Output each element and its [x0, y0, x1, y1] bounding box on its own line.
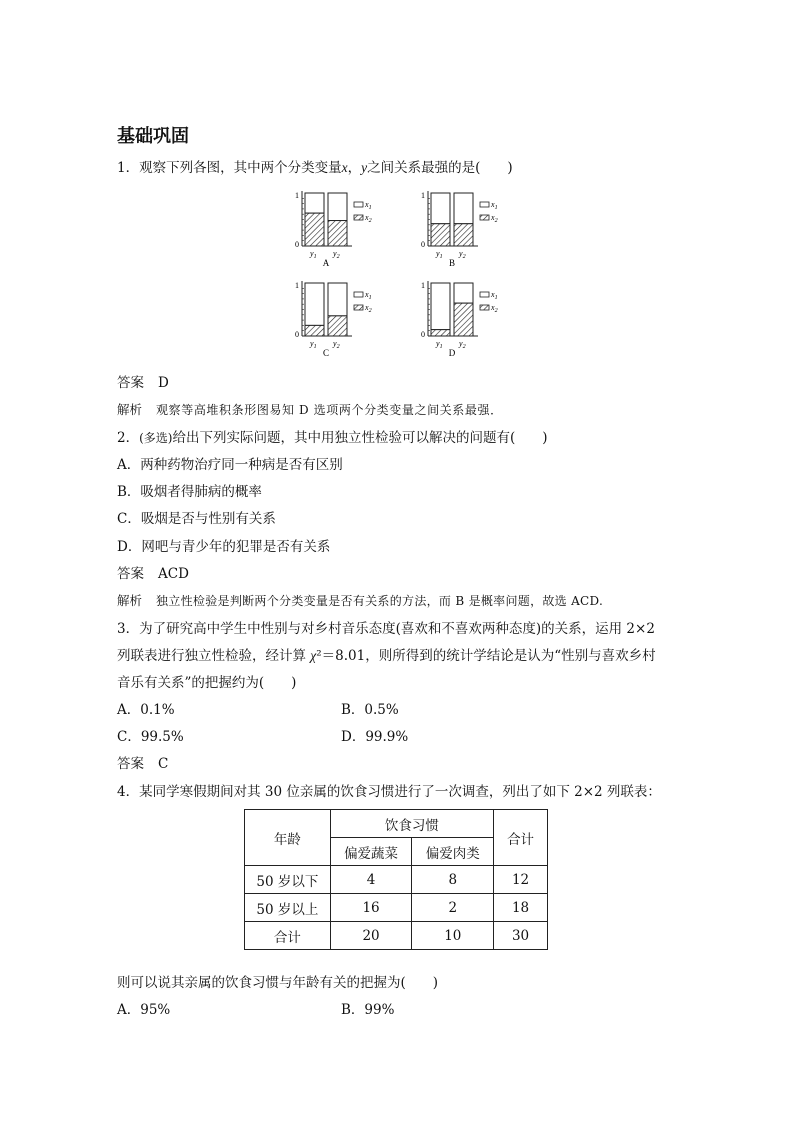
q2-answer	[117, 565, 189, 583]
legend-swatch-x2	[354, 305, 363, 310]
chart-option-label: D	[448, 348, 456, 358]
chart-option-label: B	[448, 258, 456, 268]
question-number: 1．	[117, 160, 140, 176]
category-label: $y_2$	[333, 249, 340, 260]
question-3-line-2	[117, 647, 656, 665]
category-label: $y_1$	[436, 339, 443, 350]
axis-label-top: 1	[421, 281, 425, 290]
q2-explanation	[117, 592, 603, 610]
axis-label-bottom: 0	[295, 330, 299, 339]
category-label: $y_1$	[310, 249, 317, 260]
legend-swatch-x2	[480, 215, 489, 220]
bar-segment-x2	[454, 303, 473, 336]
option-c: C．吸烟是否与性别有关系	[117, 511, 276, 527]
bar-segment-x2	[305, 213, 324, 246]
bar-segment-x2	[431, 330, 450, 336]
question-text: 观察下列各图，其中两个分类变量	[139, 160, 342, 176]
bar-segment-x1	[431, 193, 450, 224]
legend-swatch-x2	[354, 215, 363, 220]
legend-swatch-x1	[354, 202, 363, 207]
axis-label-top: 1	[295, 281, 299, 290]
legend-label: $x_1$	[365, 200, 372, 211]
row-label: 50 岁以上	[245, 894, 331, 922]
q1-explanation	[117, 401, 503, 419]
question-3-line-1	[117, 620, 655, 638]
answer-value: C	[158, 756, 169, 772]
legend-label: $x_1$	[365, 290, 372, 301]
contingency-table	[244, 809, 548, 950]
bar-segment-x1	[454, 283, 473, 303]
explanation-text: 独立性检验是判断两个分类变量是否有关系的方法，而 B 是概率问题，故选 ACD.	[156, 594, 604, 608]
table-cell: 2	[412, 894, 494, 922]
option-b: B．99%	[341, 1002, 395, 1018]
axis-label-bottom: 0	[421, 330, 425, 339]
q1-answer	[117, 374, 169, 392]
option-b: B．0.5%	[341, 702, 399, 718]
legend-label: $x_2$	[491, 213, 498, 224]
legend-label: $x_1$	[491, 200, 498, 211]
table-cell: 18	[494, 894, 548, 922]
legend-swatch-x1	[480, 202, 489, 207]
axis-label-bottom: 0	[295, 240, 299, 249]
bar-segment-x1	[328, 283, 347, 316]
option-a: A．95%	[117, 1002, 171, 1018]
legend-swatch-x1	[480, 292, 489, 297]
table-row	[245, 866, 548, 894]
bar-segment-x1	[328, 193, 347, 221]
subheader-vegetables: 偏爱蔬菜	[330, 838, 412, 866]
table-cell: 4	[330, 866, 412, 894]
axis-label-top: 1	[295, 191, 299, 200]
explanation-label: 解析	[117, 593, 143, 608]
subheader-meat: 偏爱肉类	[412, 838, 494, 866]
table-cell: 12	[494, 866, 548, 894]
category-label: $y_2$	[333, 339, 340, 350]
table-row	[245, 894, 548, 922]
axis-label-bottom: 0	[421, 240, 425, 249]
option-a: A．两种药物治疗同一种病是否有区别	[117, 457, 343, 473]
stacked-bar-charts-figure	[280, 185, 520, 365]
header-total: 合计	[494, 810, 548, 866]
bar-segment-x1	[454, 193, 473, 224]
legend-label: $x_2$	[491, 303, 498, 314]
question-number: 4．	[117, 784, 140, 800]
question-text: 列联表进行独立性检验，经计算	[117, 648, 311, 664]
comma: ，	[347, 160, 362, 176]
question-text: 为了研究高中学生中性别与对乡村音乐态度(喜欢和不喜欢两种态度)的关系，运用 2×2	[139, 621, 655, 637]
table-cell: 30	[494, 922, 548, 950]
question-2-stem	[117, 429, 548, 447]
multi-select-tag: (多选)	[139, 431, 173, 445]
explanation-label: 解析	[117, 402, 143, 417]
option-b: B．吸烟者得肺病的概率	[117, 484, 262, 500]
bar-segment-x1	[305, 193, 324, 213]
bar-segment-x2	[305, 325, 324, 336]
chart-option-label: A	[322, 258, 330, 268]
question-1-stem	[117, 159, 513, 177]
variable-x: x	[341, 160, 348, 175]
option-d: D．99.9%	[341, 729, 409, 745]
bar-segment-x2	[328, 316, 347, 336]
table-cell: 16	[330, 894, 412, 922]
explanation-text: 观察等高堆积条形图易知 D 选项两个分类变量之间关系最强．	[156, 403, 503, 417]
option-a: A．0.1%	[117, 702, 175, 718]
bar-segment-x2	[431, 224, 450, 246]
table-header-row	[245, 810, 548, 838]
section-title: 基础巩固	[117, 126, 189, 147]
bar-segment-x1	[305, 283, 324, 325]
table-cell: 8	[412, 866, 494, 894]
answer-label: 答案	[117, 756, 144, 772]
question-number: 2．	[117, 430, 140, 446]
category-label: $y_2$	[459, 339, 466, 350]
bar-segment-x2	[454, 224, 473, 246]
option-d: D．网吧与青少年的犯罪是否有关系	[117, 539, 331, 555]
question-4-stem	[117, 783, 661, 801]
question-number: 3．	[117, 621, 140, 637]
header-age: 年龄	[245, 810, 331, 866]
chart-option-label: C	[322, 348, 330, 358]
option-c: C．99.5%	[117, 729, 184, 745]
category-label: $y_2$	[459, 249, 466, 260]
bar-segment-x2	[328, 221, 347, 246]
question-4-follow-up: 则可以说其亲属的饮食习惯与年龄有关的把握为( )	[117, 975, 439, 991]
answer-value: D	[158, 375, 169, 391]
legend-label: $x_2$	[365, 303, 372, 314]
category-label: $y_1$	[310, 339, 317, 350]
legend-swatch-x1	[354, 292, 363, 297]
q3-answer	[117, 755, 168, 773]
question-text: ²＝8.01，则所得到的统计学结论是认为“性别与喜欢乡村	[316, 648, 656, 664]
bar-segment-x1	[431, 283, 450, 330]
legend-label: $x_2$	[365, 213, 372, 224]
table-cell: 20	[330, 922, 412, 950]
question-text: 之间关系最强的是( )	[367, 160, 513, 176]
answer-label: 答案	[117, 375, 144, 391]
table-row	[245, 922, 548, 950]
row-label: 50 岁以下	[245, 866, 331, 894]
row-label: 合计	[245, 922, 331, 950]
question-text: 给出下列实际问题，其中用独立性检验可以解决的问题有( )	[172, 430, 548, 446]
table-cell: 10	[412, 922, 494, 950]
chi-symbol: χ	[310, 648, 317, 663]
header-diet-habit: 饮食习惯	[330, 810, 493, 838]
axis-label-top: 1	[421, 191, 425, 200]
answer-value: ACD	[158, 566, 189, 582]
question-3-line-3: 音乐有关系”的把握约为( )	[117, 675, 297, 691]
answer-label: 答案	[117, 566, 144, 582]
legend-label: $x_1$	[491, 290, 498, 301]
legend-swatch-x2	[480, 305, 489, 310]
variable-y: y	[361, 160, 368, 175]
category-label: $y_1$	[436, 249, 443, 260]
question-text: 某同学寒假期间对其 30 位亲属的饮食习惯进行了一次调查，列出了如下 2×2 列联表：	[139, 784, 661, 800]
